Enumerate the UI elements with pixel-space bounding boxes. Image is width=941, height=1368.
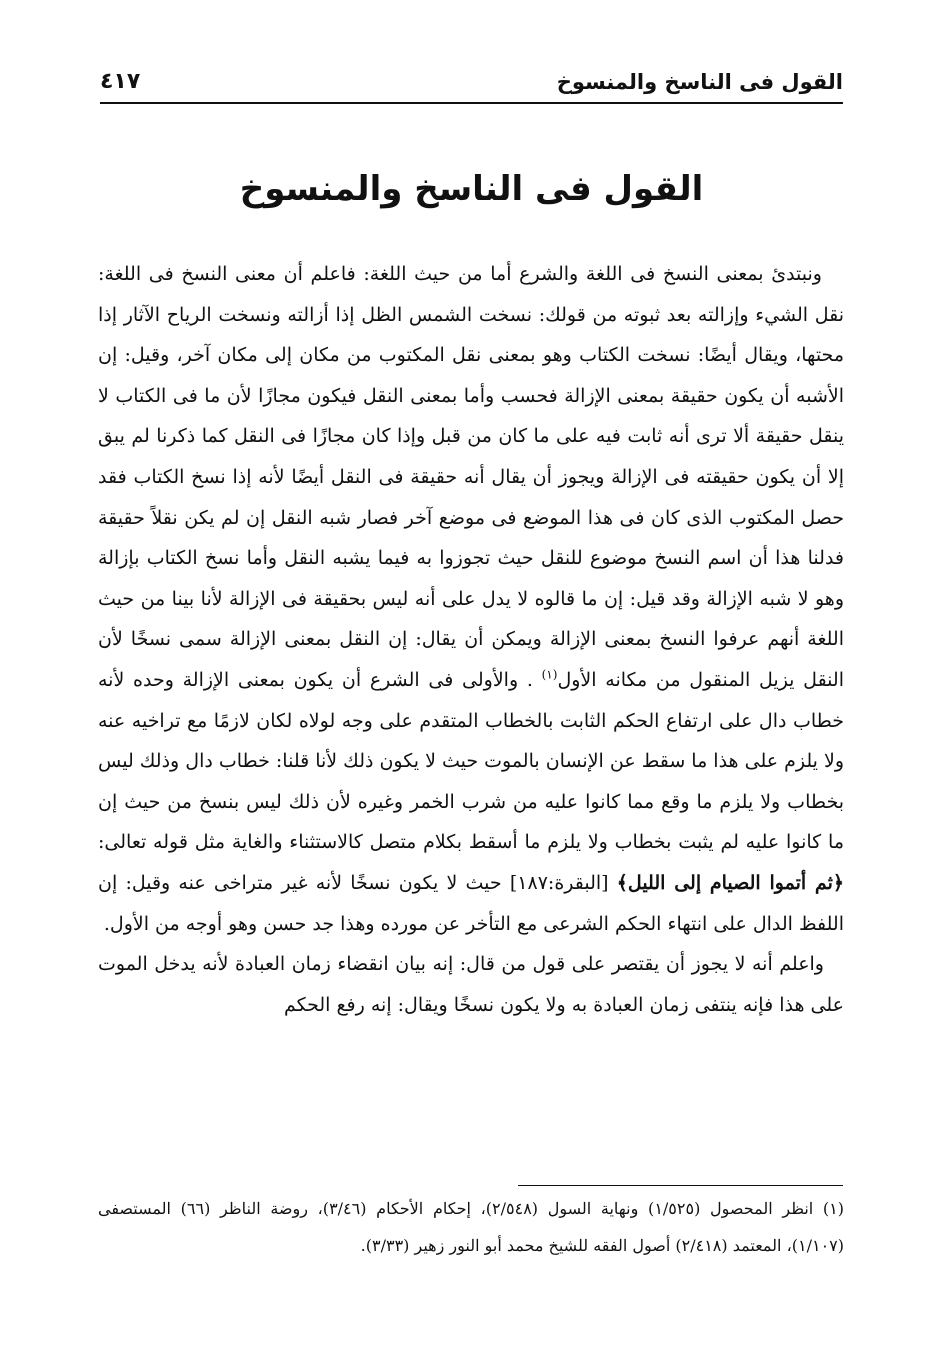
footnotes — [98, 1190, 844, 1264]
footnote-marker: (١) — [541, 667, 558, 682]
paragraph-2-text: واعلم أنه لا يجوز أن يقتصر على قول من قال: إنه بيان انقضاء زمان العبادة لأنه يدخل الموت على هذا فإنه ينتفى زمان العبادة به ولا يكون نسخًا ويقال: إنه رفع الحكم — [98, 953, 844, 1016]
chapter-title: القول فى الناسخ والمنسوخ — [239, 169, 704, 209]
paragraph-1-text-b: . والأولى فى الشرع أن يكون بمعنى الإزالة وحده لأنه خطاب دال على ارتفاع الحكم الثابت بالخطاب المتقدم على وجه لولاه لكان لازمًا مع تراخيه عنه ولا يلزم على هذا ما سقط عن الإنسان بالموت حيث لا يكون ذلك لأنا قلنا: خطاب دال وذلك ليس بخطاب ولا يلزم ما وقع مما كانوا عليه من شرب الخمر وغيره لأن ذلك ليس بنسخ من حيث إن ما كانوا عليه لم يثبت بخطاب ولا يلزم ما أسقط بكلام متصل كالاستثناء والغاية مثل قوله تعالى: — [98, 668, 844, 854]
quran-verse: ﴿ثم أتموا الصيام إلى الليل﴾ — [616, 871, 844, 894]
paragraph-1-text-a: ونبتدئ بمعنى النسخ فى اللغة والشرع أما من حيث اللغة: فاعلم أن معنى النسخ فى اللغة: نقل الشيء وإزالته بعد ثبوته من قولك: نسخت الشمس الظل إذا أزالته ونسخت الرياح الآثار إذا محتها، ويقال أيضًا: نسخت الكتاب وهو بمعنى نقل المكتوب من مكان إلى مكان آخر، وقيل: إن الأشبه أن يكون حقيقة بمعنى الإزالة فحسب وأما بمعنى النقل فيكون مجازًا لأن ما فى الكتاب لا ينقل حقيقة ألا ترى أنه ثابت فيه على ما كان من قبل وإذا كان مجازًا فى النقل كما ذكرنا لم يبق إلا أن يكون حقيقته فى الإزالة ويجوز أن يقال أنه حقيقة فى النقل أيضًا لأنه إذا نسخ الكتاب فقد حصل المكتوب الذى كان فى هذا الموضع فى موضع آخر فصار شبه النقل إن لم يكن نقلاً حقيقة فدلنا هذا أن اسم النسخ موضوع للنقل حيث تجوزوا به فيما يشبه النقل وأما نسخ الكتاب بإزالة وهو لا شبه الإزالة وقد قيل: إن ما قالوه لا يدل على أنه ليس بحقيقة فى الإزالة لأنا بينا من حيث اللغة أنهم عرفوا النسخ بمعنى الإزالة ويمكن أن يقال: إن النقل بمعنى الإزالة سمى نسخًا لأن النقل يزيل المنقول من مكانه الأول — [98, 263, 844, 691]
running-title: القول فى الناسخ والمنسوخ — [556, 70, 843, 94]
body-text — [98, 254, 844, 1025]
page-number: ٤١٧ — [100, 69, 141, 94]
footnote-separator — [518, 1185, 843, 1186]
paragraph-1 — [98, 254, 844, 944]
footnote-1: (١) انظر المحصول (١/٥٢٥) ونهاية السول (٢/٥٤٨)، إحكام الأحكام (٣/٤٦)، روضة الناظر (٦٦) المستصفى (١/١٠٧)، المعتمد (٢/٤١٨) أصول الفقه للشيخ محمد أبو النور زهير (٣/٣٣). — [98, 1199, 845, 1255]
paragraph-1-text-c: [البقرة:١٨٧] حيث لا يكون نسخًا لأنه غير متراخى عنه وقيل: إن اللفظ الدال على انتهاء الحكم الشرعى مع التأخر عن مورده وهذا جد حسن وهو أوجه من الأول. — [98, 871, 844, 935]
running-header — [100, 66, 843, 104]
paragraph-2 — [98, 944, 844, 1025]
